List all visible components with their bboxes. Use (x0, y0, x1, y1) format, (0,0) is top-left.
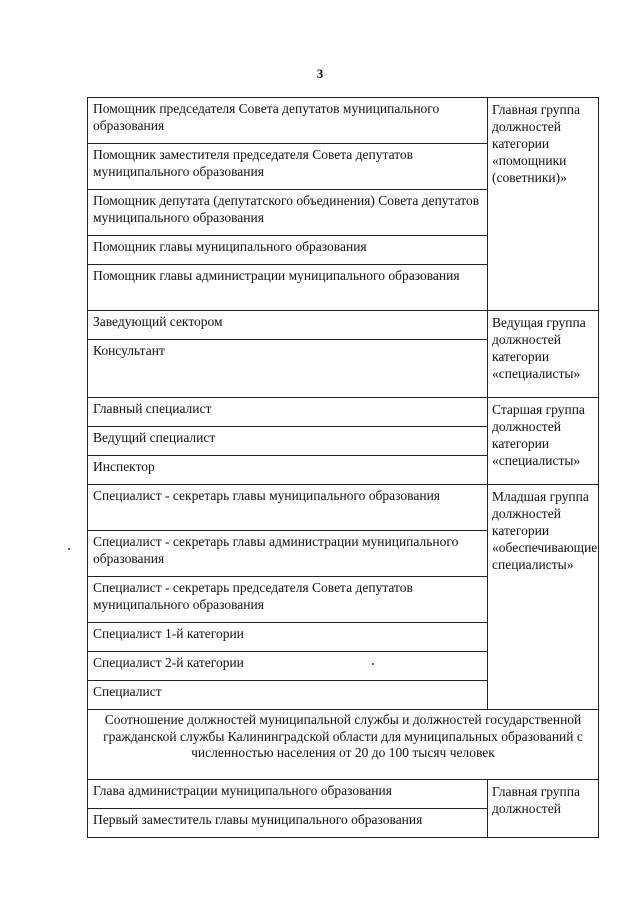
group-cell: Главная группа должностей категории «помощники (советники)» (488, 98, 599, 311)
group-cell: Ведущая группа должностей категории «специалисты» (488, 311, 599, 398)
position-cell: Инспектор (88, 456, 488, 485)
page-number: 3 (316, 66, 324, 81)
scan-speck (68, 548, 70, 550)
position-cell: Помощник главы муниципального образования (88, 236, 488, 265)
positions-table (87, 97, 599, 838)
position-cell: Специалист 1-й категории (88, 623, 488, 652)
group-cell: Младшая группа должностей категории «обеспечивающие специалисты» (488, 485, 599, 710)
position-cell: Специалист - секретарь главы администрации муниципального образования (88, 531, 488, 577)
position-cell: Помощник заместителя председателя Совета депутатов муниципального образования (88, 144, 488, 190)
group-cell: Главная группа должностей (488, 780, 599, 838)
group-cell: Старшая группа должностей категории «специалисты» (488, 398, 599, 485)
table-row (88, 398, 599, 427)
position-cell: Помощник главы администрации муниципального образования (88, 265, 488, 311)
position-cell: Главный специалист (88, 398, 488, 427)
position-cell: Ведущий специалист (88, 427, 488, 456)
table-row (88, 710, 599, 780)
section-header: Соотношение должностей муниципальной службы и должностей государственной гражданской службы Калининградской области для муниципальных образований с численностью населения от 20 до 100 тысяч человек (88, 710, 599, 780)
table-row (88, 485, 599, 531)
position-cell: Помощник депутата (депутатского объединения) Совета депутатов муниципального образования (88, 190, 488, 236)
table-row (88, 311, 599, 340)
position-cell: Специалист - секретарь председателя Совета депутатов муниципального образования (88, 577, 488, 623)
position-cell: Глава администрации муниципального образования (88, 780, 488, 809)
position-cell: Консультант (88, 340, 488, 398)
scan-speck (372, 663, 374, 665)
table-row (88, 98, 599, 144)
position-cell: Помощник председателя Совета депутатов муниципального образования (88, 98, 488, 144)
table-row (88, 780, 599, 809)
position-cell: Специалист - секретарь главы муниципального образования (88, 485, 488, 531)
position-cell: Первый заместитель главы муниципального образования (88, 809, 488, 838)
position-cell: Специалист 2-й категории (88, 652, 488, 681)
position-cell: Заведующий сектором (88, 311, 488, 340)
position-cell: Специалист (88, 681, 488, 710)
